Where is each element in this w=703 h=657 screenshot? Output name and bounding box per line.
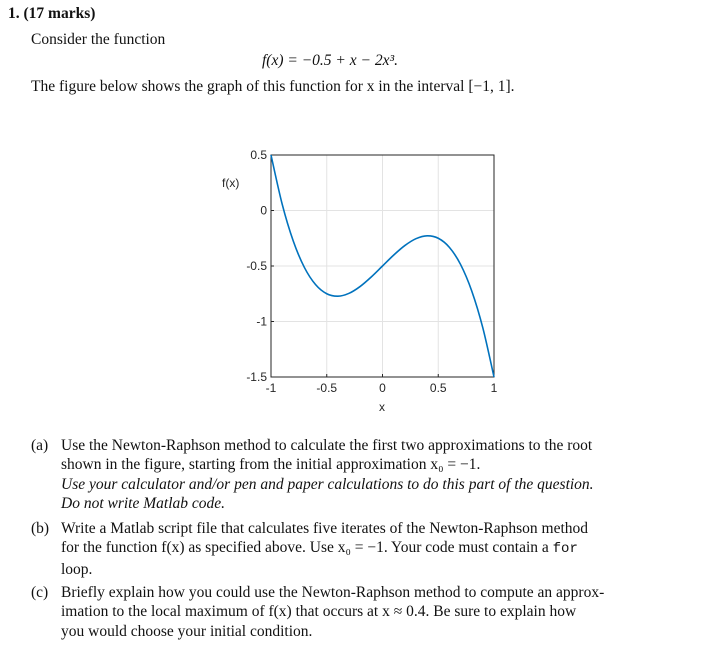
y-tick-label: -1.5	[246, 370, 267, 384]
part-c-line: Briefly explain how you could use the Newton-Raphson method to compute an approx-	[61, 584, 605, 601]
question-marks: (17 marks)	[23, 5, 96, 22]
part-c-line: you would choose your initial condition.	[61, 622, 313, 640]
function-formula: f(x) = −0.5 + x − 2x³.	[262, 52, 399, 69]
x-axis-label: x	[379, 400, 385, 414]
part-b	[31, 519, 588, 579]
y-tick-label: 0	[260, 203, 267, 218]
y-axis-label: f(x)	[222, 176, 240, 190]
part-a	[31, 436, 594, 513]
part-b-line: for the function f(x) as specified above. Use x₀ = −1. Your code must contain a	[61, 539, 549, 557]
figure-description: The figure below shows the graph of this function for x in the interval [−1, 1].	[31, 78, 515, 95]
x-tick-label: 0.5	[429, 381, 447, 395]
part-b-label: (b)	[31, 520, 50, 537]
intro-text: Consider the function	[31, 31, 166, 48]
function-plot	[200, 140, 520, 420]
y-tick-label: -1	[256, 314, 267, 329]
code-keyword: for	[552, 541, 578, 558]
part-a-label: (a)	[31, 437, 49, 454]
x-tick-label: -1	[265, 381, 277, 395]
part-a-instruction: Do not write Matlab code.	[61, 494, 226, 512]
part-a-line: shown in the figure, starting from the initial approximation x₀ = −1.	[61, 456, 481, 474]
question-number: 1. (17 marks)	[8, 5, 96, 22]
part-c	[31, 583, 604, 641]
x-tick-label: 1	[490, 381, 498, 395]
y-tick-label: 0.5	[250, 148, 267, 162]
part-b-line: Write a Matlab script file that calculates five iterates of the Newton-Raphson method	[61, 520, 589, 537]
x-tick-label: -0.5	[316, 381, 338, 395]
part-c-label: (c)	[31, 584, 49, 601]
part-a-line: Use the Newton-Raphson method to calculate the first two approximations to the root	[61, 437, 593, 454]
part-b-line: loop.	[61, 560, 93, 578]
part-c-line: imation to the local maximum of f(x) that occurs at x ≈ 0.4. Be sure to explain how	[61, 603, 577, 621]
x-tick-label: 0	[379, 381, 386, 395]
part-a-instruction: Use your calculator and/or pen and paper calculations to do this part of the question.	[61, 475, 594, 493]
y-tick-label: -0.5	[246, 259, 267, 273]
